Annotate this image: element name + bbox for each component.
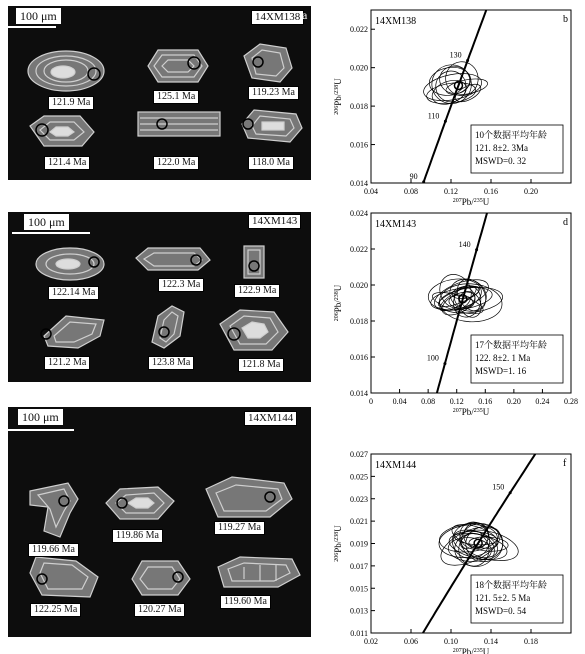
y-tick-label: 0.027 (350, 450, 368, 459)
sample-label: 14XM138 (375, 16, 417, 27)
cl-image-panel-c (8, 212, 311, 382)
x-axis-label: $^{207}$Pb/$^{235}$U (452, 407, 490, 415)
x-tick-label: 0.12 (444, 187, 458, 196)
x-tick-label: 0.06 (404, 637, 418, 646)
summary-line: MSWD=0. 32 (475, 156, 527, 166)
age-label: 118.0 Ma (248, 156, 294, 170)
zircon-grain (30, 557, 98, 597)
age-label: 121.9 Ma (48, 96, 94, 110)
y-tick-label: 0.011 (350, 629, 368, 638)
concordia-plot-f (327, 448, 585, 654)
y-tick-label: 0.017 (350, 561, 368, 571)
x-axis-label: $^{207}$Pb/$^{235}$U (452, 647, 490, 654)
y-tick-label: 0.016 (350, 353, 368, 362)
scale-bar-label: 100 μm (18, 409, 63, 425)
concordia-age-label: 130 (449, 50, 462, 60)
x-tick-label: 0.14 (484, 637, 498, 646)
age-label: 121.8 Ma (238, 358, 284, 372)
summary-line: 17个数据平均年龄 (475, 340, 548, 350)
y-tick-label: 0.018 (350, 102, 368, 112)
y-axis-label: $^{206}$Pb/$^{238}$U (333, 284, 343, 322)
sample-tag: 14XM143 (248, 214, 301, 229)
zircon-grain (138, 112, 220, 136)
summary-line: MSWD=1. 16 (475, 366, 527, 376)
age-label: 119.23 Ma (248, 86, 299, 100)
concordia-age-marker (475, 248, 478, 251)
panel-letter: b (563, 14, 568, 25)
scale-bar-label: 100 μm (16, 8, 61, 24)
x-tick-label: 0.02 (364, 637, 378, 646)
concordia-age-marker (443, 362, 446, 365)
zircon-grain (30, 483, 78, 537)
zircon-grain (30, 116, 94, 146)
y-axis-label: $^{206}$Pb/$^{238}$U (333, 525, 343, 562)
sample-label: 14XM143 (375, 219, 417, 230)
x-tick-label: 0.08 (421, 397, 436, 406)
y-tick-label: 0.020 (350, 63, 368, 73)
age-label: 125.1 Ma (153, 90, 199, 104)
age-label: 122.9 Ma (234, 284, 280, 298)
age-label: 119.27 Ma (214, 521, 265, 535)
zircon-grain (244, 246, 264, 278)
x-tick-label: 0.18 (524, 637, 538, 646)
zircon-grain (244, 44, 292, 82)
sample-tag: 14XM144 (244, 411, 297, 426)
x-tick-label: 0.10 (444, 637, 458, 646)
sample-tag: 14XM138 (251, 10, 304, 25)
age-label: 122.25 Ma (30, 603, 81, 617)
x-tick-label: 0.12 (449, 397, 464, 406)
y-tick-label: 0.025 (350, 472, 368, 482)
y-tick-label: 0.020 (350, 281, 368, 290)
x-tick-label: 0.08 (404, 187, 418, 196)
summary-line: 122. 8±2. 1 Ma (475, 353, 531, 363)
x-tick-label: 0.16 (484, 187, 498, 196)
zircon-grain (106, 487, 174, 519)
y-tick-label: 0.023 (350, 494, 368, 504)
age-label: 122.0 Ma (153, 156, 199, 170)
zircon-grain (36, 248, 104, 280)
zircon-grain (206, 477, 292, 517)
concordia-age-marker (509, 491, 512, 494)
age-label: 119.86 Ma (112, 529, 163, 543)
age-label: 119.60 Ma (220, 595, 271, 609)
zircon-grain (218, 557, 300, 587)
concordia-age-label: 140 (458, 239, 471, 249)
zircon-grain (28, 51, 104, 91)
x-tick-label: 0.16 (478, 397, 493, 406)
zircon-grain (41, 316, 104, 348)
y-tick-label: 0.018 (350, 317, 368, 326)
zircon-grain (152, 306, 184, 348)
summary-line: MSWD=0. 54 (475, 606, 527, 616)
age-label: 122.14 Ma (48, 286, 99, 300)
concordia-age-marker (444, 120, 447, 123)
zircon-grain (136, 248, 210, 270)
x-tick-label: 0.04 (364, 187, 378, 196)
concordia-age-label: 110 (427, 111, 440, 121)
summary-line: 121. 8±2. 3Ma (475, 143, 528, 153)
age-label: 121.2 Ma (44, 356, 90, 370)
x-tick-label: 0.24 (535, 397, 550, 406)
error-ellipse (445, 76, 489, 98)
concordia-age-marker (466, 59, 469, 62)
y-tick-label: 0.016 (350, 140, 368, 150)
x-axis-label: $^{207}$Pb/$^{235}$U (452, 197, 490, 205)
age-label: 123.8 Ma (148, 356, 194, 370)
y-tick-label: 0.024 (350, 209, 368, 218)
concordia-curve (371, 0, 549, 205)
y-tick-label: 0.014 (350, 389, 368, 398)
x-tick-label: 0.04 (392, 397, 407, 406)
concordia-age-label: 150 (492, 482, 505, 492)
y-tick-label: 0.021 (350, 517, 368, 527)
age-label: 120.27 Ma (134, 603, 185, 617)
concordia-plot-d (327, 205, 585, 415)
concordia-plot-b (327, 0, 585, 205)
concordia-age-label: 100 (426, 353, 439, 363)
panel-letter: d (563, 217, 568, 228)
panel-letter: a (302, 8, 308, 22)
y-axis-label: $^{206}$Pb/$^{238}$U (333, 78, 343, 115)
cl-image-panel-e (8, 407, 311, 637)
y-tick-label: 0.013 (350, 606, 368, 616)
x-tick-label: 0.20 (506, 397, 521, 406)
x-tick-label: 0.28 (564, 397, 578, 406)
cl-image-panel-a (8, 6, 311, 180)
y-tick-label: 0.014 (350, 179, 368, 188)
scale-bar-label: 100 μm (24, 214, 69, 230)
panel-letter: f (563, 458, 567, 469)
zircon-grain (220, 310, 288, 350)
error-ellipse (453, 81, 484, 106)
summary-line: 121. 5±2. 5 Ma (475, 593, 531, 603)
zircon-grain (242, 110, 302, 142)
y-tick-label: 0.019 (350, 539, 368, 549)
summary-line: 18个数据平均年龄 (475, 580, 548, 590)
concordia-age-marker (422, 180, 425, 183)
sample-label: 14XM144 (375, 460, 417, 471)
y-tick-label: 0.022 (350, 245, 368, 254)
age-label: 122.3 Ma (158, 278, 204, 292)
x-tick-label: 0.20 (524, 187, 538, 196)
y-tick-label: 0.015 (350, 584, 368, 594)
y-tick-label: 0.022 (350, 25, 368, 35)
age-label: 119.66 Ma (28, 543, 79, 557)
concordia-age-label: 90 (409, 171, 418, 181)
summary-line: 10个数据平均年龄 (475, 130, 548, 140)
zircon-grain (132, 561, 190, 595)
age-label: 121.4 Ma (44, 156, 90, 170)
zircon-grain (148, 50, 208, 82)
x-tick-label: 0 (369, 397, 373, 406)
